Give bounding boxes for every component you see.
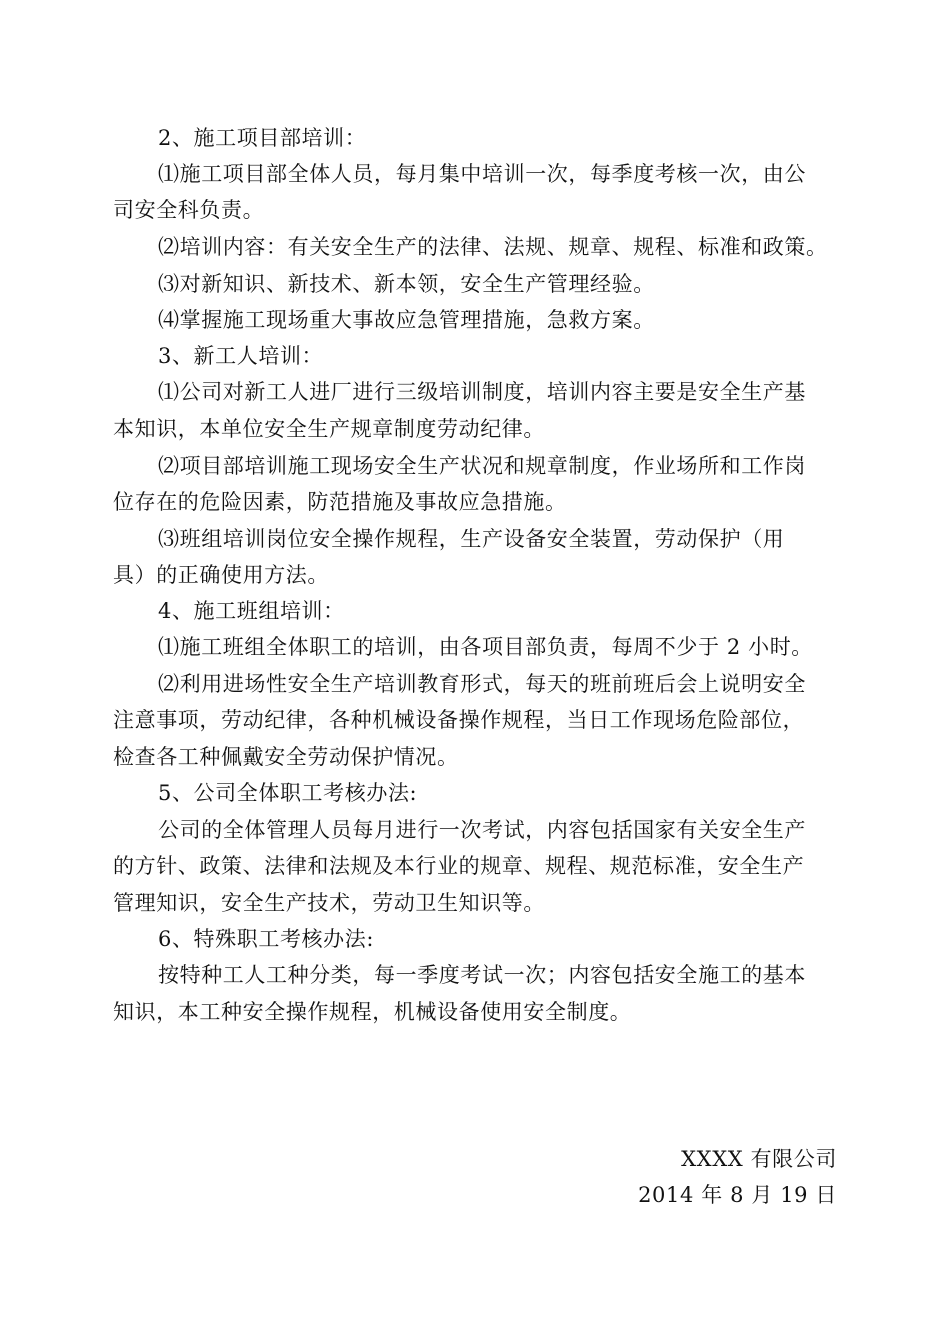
paragraph-line: 本知识，本单位安全生产规章制度劳动纪律。 (113, 417, 545, 441)
section-heading-3: 3、新工人培训： (158, 344, 324, 368)
paragraph-line: 知识，本工种安全操作规程，机械设备使用安全制度。 (113, 1000, 632, 1024)
section-heading-5: 5、公司全体职工考核办法: (158, 781, 418, 805)
paragraph-line: ⑷掌握施工现场重大事故应急管理措施，急救方案。 (158, 308, 655, 332)
paragraph-line: 位存在的危险因素，防范措施及事故应急措施。 (113, 490, 567, 514)
paragraph-line: ⑴施工项目部全体人员，每月集中培训一次，每季度考核一次，由公 (158, 162, 806, 186)
paragraph-line: ⑵利用进场性安全生产培训教育形式，每天的班前班后会上说明安全 (158, 672, 806, 696)
paragraph-line: 注意事项，劳动纪律，各种机械设备操作规程，当日工作现场危险部位， (113, 708, 805, 732)
paragraph-line: 检查各工种佩戴安全劳动保护情况。 (113, 745, 459, 769)
paragraph-line: ⑶对新知识、新技术、新本领，安全生产管理经验。 (158, 272, 655, 296)
paragraph-line: ⑵培训内容：有关安全生产的法律、法规、规章、规程、标准和政策。 (158, 235, 828, 259)
paragraph-line: ⑴公司对新工人进厂进行三级培训制度，培训内容主要是安全生产基 (158, 380, 806, 404)
signature-date: 2014 年 8 月 19 日 (638, 1183, 837, 1207)
paragraph-line: ⑴施工班组全体职工的培训，由各项目部负责，每周不少于 2 小时。 (158, 635, 813, 659)
paragraph-line: 按特种工人工种分类，每一季度考试一次；内容包括安全施工的基本 (158, 963, 806, 987)
paragraph-line: ⑵项目部培训施工现场安全生产状况和规章制度，作业场所和工作岗 (158, 454, 806, 478)
paragraph-line: 公司的全体管理人员每月进行一次考试，内容包括国家有关安全生产 (158, 818, 806, 842)
section-heading-6: 6、特殊职工考核办法: (158, 927, 375, 951)
paragraph-line: ⑶班组培训岗位安全操作规程，生产设备安全装置，劳动保护（用 (158, 527, 785, 551)
section-heading-2: 2、施工项目部培训： (158, 126, 367, 150)
section-heading-4: 4、施工班组培训： (158, 599, 345, 623)
paragraph-line: 具）的正确使用方法。 (113, 563, 329, 587)
signature-company: XXXX 有限公司 (681, 1147, 837, 1171)
paragraph-line: 司安全科负责。 (113, 198, 265, 222)
paragraph-line: 的方针、政策、法律和法规及本行业的规章、规程、规范标准，安全生产 (113, 854, 805, 878)
paragraph-line: 管理知识，安全生产技术，劳动卫生知识等。 (113, 891, 545, 915)
